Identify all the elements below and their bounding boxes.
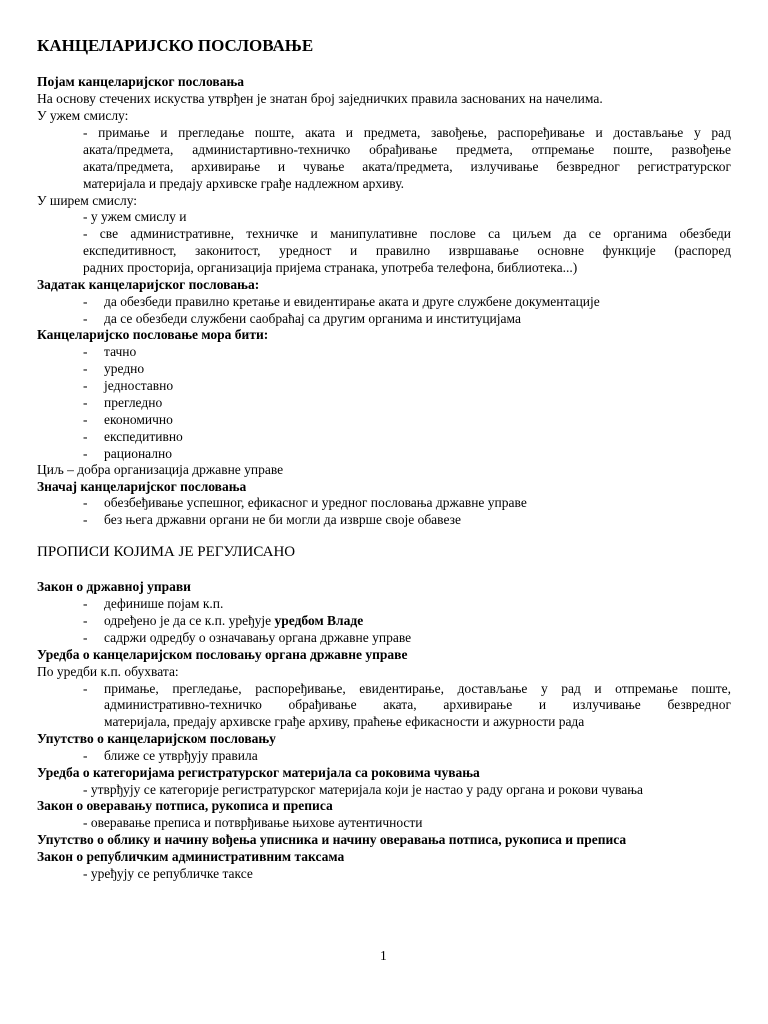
list-item: - оверавање преписа и потврђивање њихове аутентичности [83, 815, 423, 830]
paragraph: Циљ – добра организација државне управе [37, 462, 284, 477]
list-item: да обезбеди правилно кретање и евидентирање аката и друге службене документације [104, 294, 600, 309]
section-heading: Закон о оверавању потписа, рукописа и преписа [37, 798, 333, 813]
paragraph: По уредби к.п. обухвата: [37, 664, 179, 679]
list-bullet: - [83, 613, 88, 628]
paragraph: У ширем смислу: [37, 193, 138, 208]
list-item-text: одређено је да се к.п. уређује [104, 613, 275, 628]
list-item: материјала, предају архивске грађе архиву, праћење ефикасности и ажурности рада [104, 714, 585, 729]
list-item: ближе се утврђују правила [104, 748, 258, 763]
text-line: - све административне, техничке и манипулативне послове са циљем да се органима обезбеди [83, 226, 731, 241]
list-bullet: - [83, 395, 88, 410]
list-bullet: - [83, 512, 88, 527]
section-heading: Канцеларијско пословање мора бити: [37, 327, 269, 342]
list-bullet: - [83, 446, 88, 461]
paragraph: У ужем смислу: [37, 108, 129, 123]
list-item: рационално [104, 446, 172, 461]
list-item: обезбеђивање успешног, ефикасног и уредног пословања државне управе [104, 495, 527, 510]
list-bullet: - [83, 412, 88, 427]
section-heading: Уредба о канцеларијском пословању органа државне управе [37, 647, 408, 662]
section-heading: Закон о државној управи [37, 579, 191, 594]
list-item: уредно [104, 361, 145, 376]
list-bullet: - [83, 378, 88, 393]
text-line: - примање и прегледање поште, аката и предмета, завођење, распоређивање и достављање у рад [83, 125, 731, 140]
list-bullet: - [83, 429, 88, 444]
text-line: материјала и предају архивске грађе надлежном архиву. [83, 176, 404, 191]
list-item: - уређују се републичке таксе [83, 866, 253, 881]
text-line: експедитивност, законитост, уредност и правилно извршавање основне функције (распоред [83, 243, 731, 258]
list-item: експедитивно [104, 429, 183, 444]
section-title: ПРОПИСИ КОЈИМА ЈЕ РЕГУЛИСАНО [37, 544, 296, 560]
list-bullet: - [83, 294, 88, 309]
section-heading: Упутство о канцеларијском пословању [37, 731, 276, 746]
text-line: радних просторија, организација пријема странака, употреба телефона, библиотека...) [83, 260, 578, 275]
list-item: садржи одредбу о означавању органа државне управе [104, 630, 412, 645]
list-bullet: - [83, 748, 88, 763]
list-bullet: - [83, 630, 88, 645]
list-bullet: - [83, 596, 88, 611]
section-heading: Значај канцеларијског пословања [37, 479, 247, 494]
list-item: економично [104, 412, 173, 427]
list-item: примање, прегледање, распоређивање, евидентирање, достављање у рад и отпремање поште, [104, 681, 731, 696]
section-heading: Закон о републичким административним таксама [37, 849, 345, 864]
section-heading: Упутство о облику и начину вођења уписника и начину оверавања потписа, рукописа и преписа [37, 832, 627, 847]
list-item: једноставно [104, 378, 174, 393]
text-line: - у ужем смислу и [83, 209, 187, 224]
list-bullet: - [83, 495, 88, 510]
list-bullet: - [83, 681, 88, 696]
list-item: да се обезбеди службени саобраћај са другим органима и институцијама [104, 311, 521, 326]
list-item: административно-техничко обрађивање аката, архивирање и излучивање безвредног [104, 697, 731, 712]
page-number: 1 [380, 948, 387, 963]
text-line: аката/предмета, архивирање и чување аката/предмета, излучивање безвредног регистратурског [83, 159, 731, 174]
list-item: без њега државни органи не би могли да изврше своје обавезе [104, 512, 461, 527]
list-bullet: - [83, 311, 88, 326]
document-title: КАНЦЕЛАРИЈСКО ПОСЛОВАЊЕ [37, 36, 314, 55]
list-item: прегледно [104, 395, 163, 410]
list-item [104, 613, 363, 629]
text-line: аката/предмета, администартивно-техничко обрађивање предмета, отпремање поште, развођење [83, 142, 731, 157]
list-item: дефинише појам к.п. [104, 596, 224, 611]
list-bullet: - [83, 361, 88, 376]
section-heading: Појам канцеларијског пословања [37, 74, 244, 89]
list-item: тачно [104, 344, 137, 359]
section-heading: Задатак канцеларијског пословања: [37, 277, 260, 292]
section-heading: Уредба о категоријама регистратурског материјала са роковима чувања [37, 765, 480, 780]
list-bullet: - [83, 344, 88, 359]
paragraph: На основу стечених искуства утврђен је знатан број заједничких правила заснованих на начелима. [37, 91, 603, 106]
bold-text: уредбом Владе [274, 613, 364, 628]
list-item: - утврђују се категорије регистратурског материјала који је настао у раду органа и рокови чувања [83, 782, 644, 797]
